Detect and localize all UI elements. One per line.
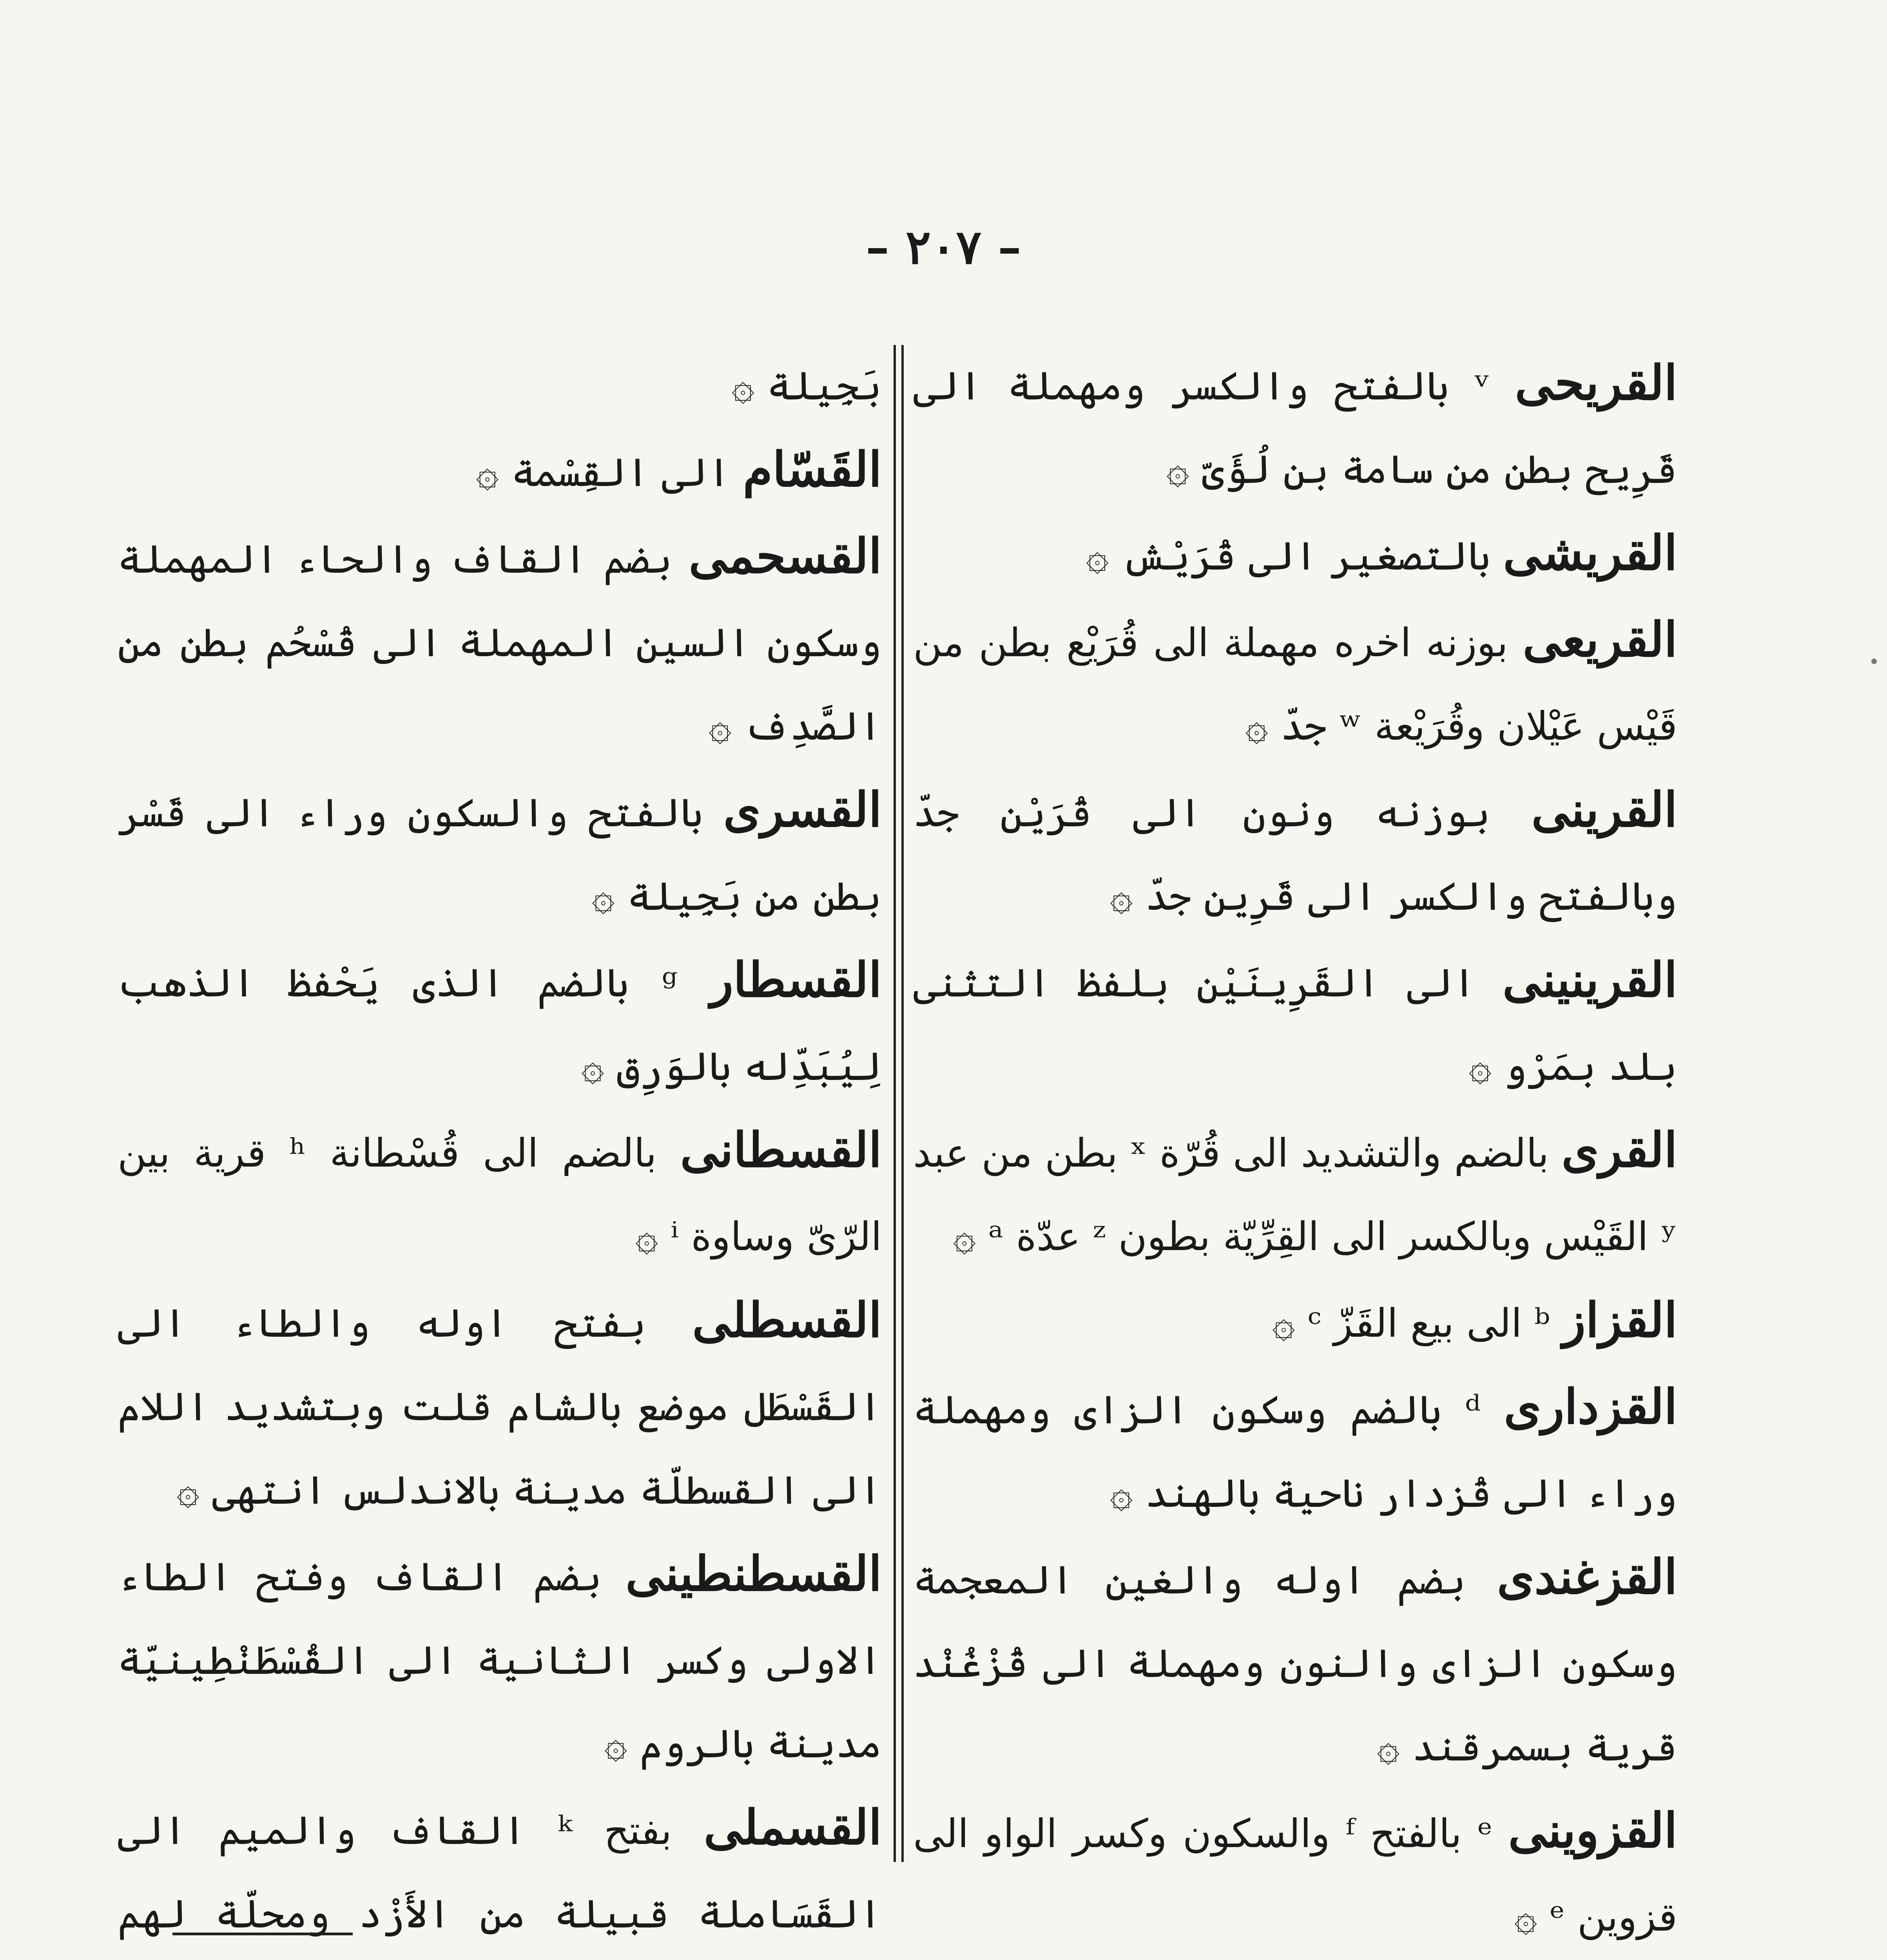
entry-text: بالضم والتشديد الى قُرّة ˣ بطن من عبد ʸ القَيْس وبالكسر الى القِرِّيّة بطون ᶻ عدّة ᵃ ۞ bbox=[913, 1130, 1677, 1259]
page-number: – ٢٠٧ – bbox=[866, 220, 1021, 275]
entry-headword: القسطار bbox=[710, 951, 882, 1008]
entry-headword: القريشى bbox=[1503, 524, 1677, 581]
left-column bbox=[118, 341, 882, 1960]
entry-text: بالضم الى قُسْطانة ʰ قرية بين الرّىّ وساوة ⁱ ۞ bbox=[118, 1130, 882, 1259]
scan-dot bbox=[1871, 659, 1877, 664]
entry-headword: القزغندى bbox=[1497, 1548, 1677, 1605]
dictionary-entry bbox=[913, 1365, 1677, 1535]
dictionary-entry bbox=[913, 511, 1677, 598]
entry-headword: القسطنطينى bbox=[625, 1545, 882, 1602]
dictionary-entry bbox=[118, 428, 882, 514]
dictionary-entry bbox=[118, 1278, 882, 1532]
right-column bbox=[913, 341, 1677, 1960]
dictionary-entry bbox=[118, 1532, 882, 1786]
entry-headword: القَسّام bbox=[743, 441, 882, 497]
entry-headword: القزوينى bbox=[1508, 1802, 1678, 1858]
entry-text: بوزنه اخره مهملة الى قُرَيْع بطن من قَيْس عَيْلان وقُرَيْعة ʷ جدّ ۞ bbox=[913, 620, 1677, 749]
entry-headword: القرينينى bbox=[1502, 951, 1677, 1008]
dictionary-entry bbox=[118, 1108, 882, 1278]
entry-text: بوزنه ونون الى قُرَيْن جدّ وبالفتح والكسر الى قَرِين جدّ ۞ bbox=[913, 790, 1677, 919]
dictionary-entry bbox=[118, 514, 882, 768]
entry-headword: القسملى bbox=[703, 1799, 882, 1855]
entry-text: ᵉ بالفتح ᶠ والسكون وكسر الواو الى قزوين ᵉ ۞ bbox=[913, 1811, 1677, 1940]
entry-headword: القرينى bbox=[1531, 781, 1677, 838]
dictionary-entry bbox=[118, 341, 882, 428]
footnote-rule bbox=[172, 1933, 353, 1935]
dictionary-entry bbox=[913, 1789, 1677, 1959]
entry-headword: القسطلى bbox=[692, 1292, 882, 1348]
entry-headword: القسطانى bbox=[680, 1122, 882, 1178]
entry-headword: القسحمى bbox=[689, 528, 882, 584]
entry-text: بفتح ᵏ القاف والميم الى القَسَاملة قبيلة من الأَزْد ومحلّة لهم bbox=[118, 1808, 882, 1937]
entry-text: بضم اوله والغين المعجمة وسكون الزاى والنون ومهملة الى قُزْغُنْد قرية بسمرقند ۞ bbox=[913, 1557, 1677, 1770]
entry-headword: القرى bbox=[1561, 1122, 1677, 1178]
entry-text: بالفتح والسكون وراء الى قَسْر بطن من بَجِيلة ۞ bbox=[118, 790, 882, 919]
dictionary-entry bbox=[118, 938, 882, 1108]
entry-text: بضم القاف وفتح الطاء الاولى وكسر الثانية الى القُسْطَنْطِينيّة مدينة بالروم ۞ bbox=[118, 1554, 882, 1767]
entry-text: ᵈ بالضم وسكون الزاى ومهملة وراء الى قُزدار ناحية بالهند ۞ bbox=[913, 1387, 1677, 1516]
column-divider bbox=[901, 345, 904, 1862]
dictionary-entry bbox=[913, 768, 1677, 938]
dictionary-entry bbox=[913, 341, 1677, 511]
entry-text: الى القَرِينَيْن بلفظ التثنى بلد بمَرْو ۞ bbox=[913, 960, 1677, 1089]
dictionary-entry bbox=[913, 938, 1677, 1108]
entry-text: ᵇ الى بيع القَزّ ᶜ ۞ bbox=[1272, 1300, 1563, 1346]
dictionary-entry bbox=[118, 768, 882, 938]
entry-text: بَجِيلة ۞ bbox=[731, 363, 882, 409]
column-divider bbox=[894, 345, 896, 1862]
entry-text: الى القِسْمة ۞ bbox=[476, 450, 743, 495]
entry-headword: القريحى bbox=[1515, 354, 1677, 411]
entry-headword: القزدارى bbox=[1504, 1378, 1677, 1435]
entry-headword: القريعى bbox=[1523, 611, 1677, 668]
entry-text: بفتح اوله والطاء الى القَسْطَل موضع بالشام قلت وبتشديد اللام الى القسطلّة مدينة بالاندلس انتهى ۞ bbox=[118, 1300, 882, 1513]
dictionary-entry bbox=[913, 1535, 1677, 1789]
dictionary-entry bbox=[913, 598, 1677, 768]
entry-headword: القزاز bbox=[1563, 1292, 1677, 1348]
dictionary-entry bbox=[913, 1278, 1677, 1365]
dictionary-entry bbox=[913, 1108, 1677, 1278]
entry-text: بضم القاف والحاء المهملة وسكون السين المهملة الى قُسْحُم بطن من الصَّدِف ۞ bbox=[118, 536, 882, 749]
entry-text: ᵍ بالضم الذى يَحْفظ الذهب لِيُبَدِّله بالوَرِق ۞ bbox=[118, 960, 882, 1089]
entry-headword: القسرى bbox=[723, 781, 882, 838]
entry-text: ᵛ بالفتح والكسر ومهملة الى قَرِيح بطن من سامة بن لُؤَىّ ۞ bbox=[913, 363, 1677, 492]
entry-text: بالتصغير الى قُرَيْش ۞ bbox=[1086, 533, 1503, 579]
